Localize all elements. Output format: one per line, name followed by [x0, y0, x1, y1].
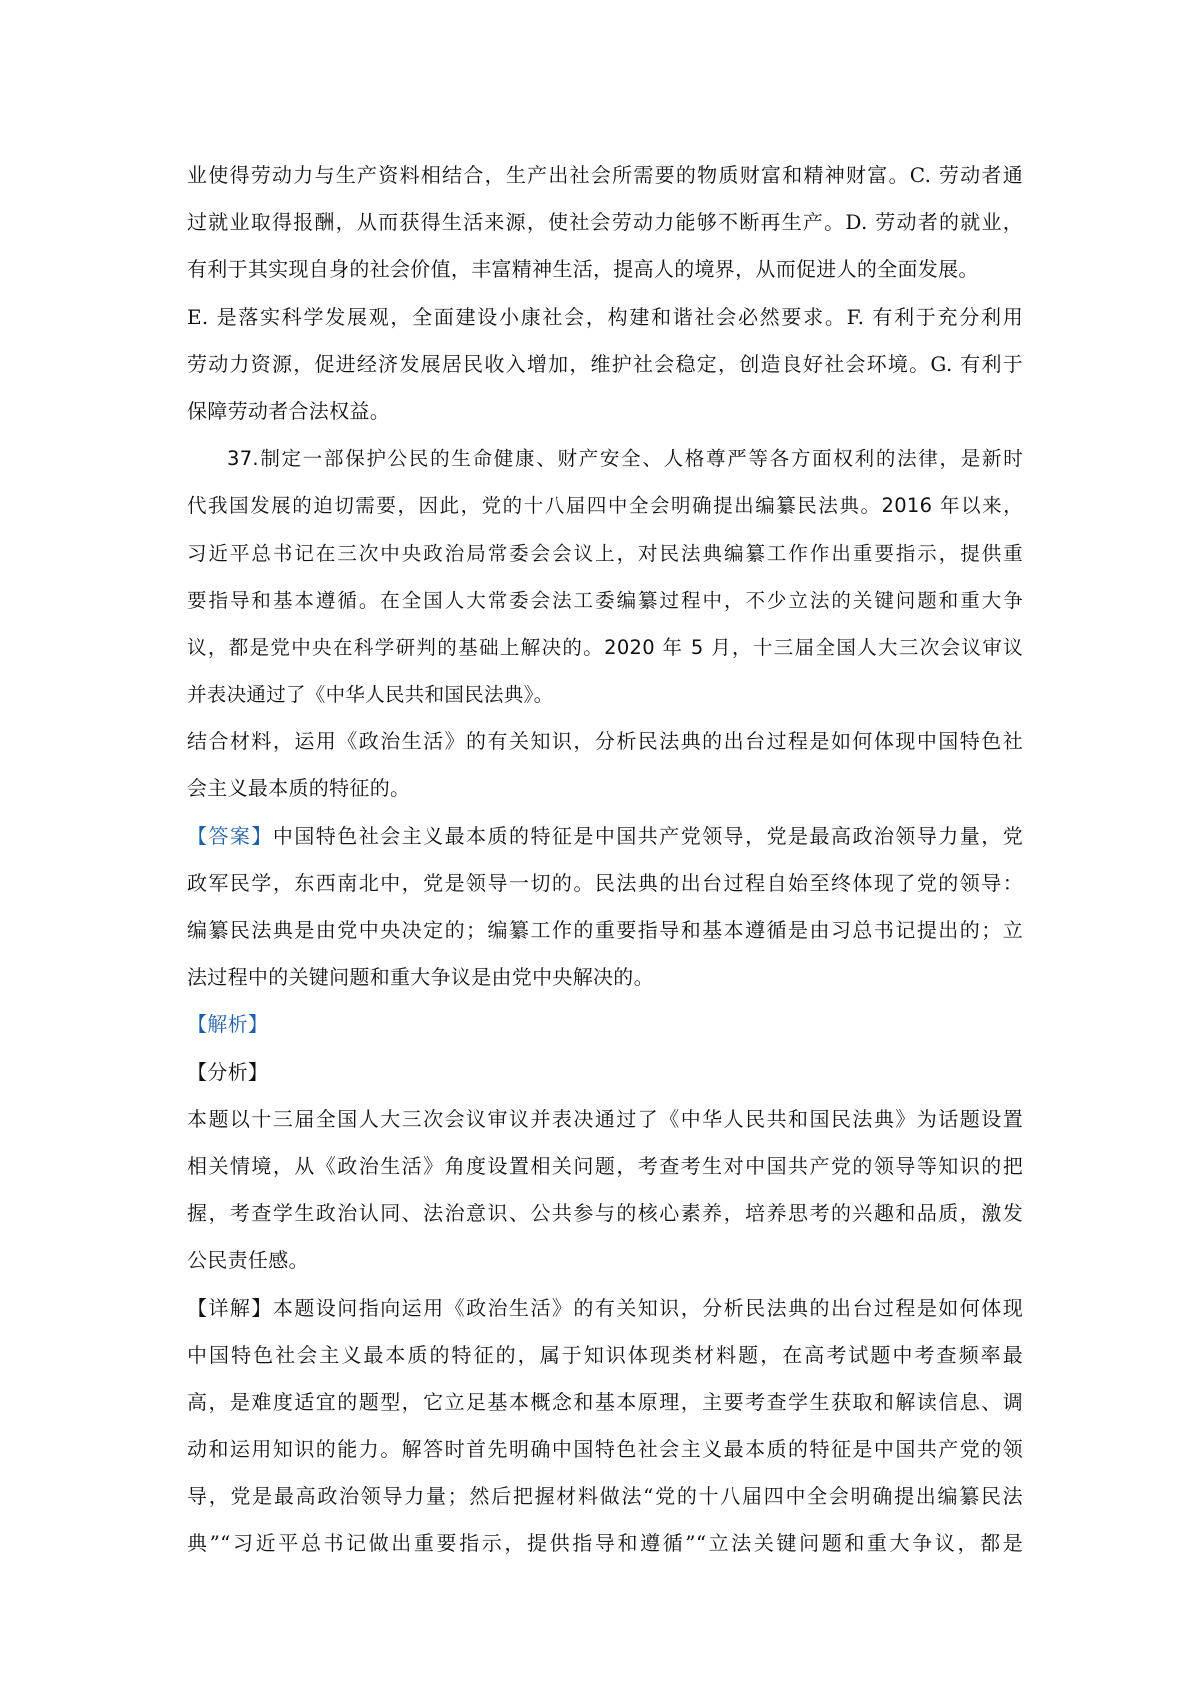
analysis-heading: [187, 1001, 1023, 1048]
text-line: 有利于其实现自身的社会价值，丰富精神生活，提高人的境界，从而促进人的全面发展。: [187, 257, 979, 282]
text-line: 典”“习近平总书记做出重要指示，提供指导和遵循”“立法关键问题和重大争议，都是: [187, 1531, 1023, 1556]
answer-section: [187, 813, 1023, 1002]
text-line: 握，考查学生政治认同、法治意识、公共参与的核心素养，培养思考的兴趣和品质，激发: [187, 1201, 1023, 1226]
fenxi-label: 【分析】: [187, 1059, 269, 1084]
question-37-material: [187, 435, 1023, 718]
detail-section: [187, 1285, 1023, 1568]
answer-label: 【答案】: [187, 823, 273, 848]
text-line: 要指导和基本遵循。在全国人大常委会法工委编纂过程中，不少立法的关键问题和重大争: [187, 588, 1023, 612]
question-37-prompt: [187, 718, 1023, 812]
analysis-label: 【解析】: [187, 1012, 269, 1037]
text-line: 相关情境，从《政治生活》角度设置相关问题，考查考生对中国共产党的领导等知识的把: [187, 1153, 1023, 1178]
text-line: [187, 1285, 1023, 1332]
text-line: 37.制定一部保护公民的生命健康、财产安全、人格尊严等各方面权利的法律，是新时: [227, 447, 1023, 471]
text-line: 高，是难度适宜的题型，它立足基本概念和基本原理，主要考查学生获取和解读信息、调: [187, 1389, 1023, 1414]
text-line: 业使得劳动力与生产资料相结合，生产出社会所需要的物质财富和精神财富。C. 劳动者通: [187, 163, 1023, 187]
text-line: 公民责任感。: [187, 1248, 309, 1273]
text-line: 中国特色社会主义最本质的特征的，属于知识体现类材料题，在高考试题中考查频率最: [187, 1342, 1023, 1367]
text-line: 过就业取得报酬，从而获得生活来源，使社会劳动力能够不断再生产。D. 劳动者的就业，: [187, 210, 1023, 235]
text-line: 会主义最本质的特征的。: [187, 776, 411, 801]
text-line: E. 是落实科学发展观，全面建设小康社会，构建和谐社会必然要求。F. 有利于充分利用: [187, 304, 1023, 329]
text-line: 习近平总书记在三次中央政治局常委会会议上，对民法典编纂工作作出重要指示，提供重: [187, 541, 1023, 565]
text-line: 法过程中的关键问题和重大争议是由党中央解决的。: [187, 965, 654, 990]
text-line: 动和运用知识的能力。解答时首先明确中国特色社会主义最本质的特征是中国共产党的领: [187, 1437, 1023, 1462]
text-line: 劳动力资源，促进经济发展居民收入增加，维护社会稳定，创造良好社会环境。G. 有利于: [187, 351, 1023, 376]
text-line: 导，党是最高政治领导力量；然后把握材料做法“党的十八届四中全会明确提出编纂民法: [187, 1484, 1023, 1509]
text-line: 代我国发展的迫切需要，因此，党的十八届四中全会明确提出编纂民法典。2016 年以来，: [187, 494, 1023, 518]
document-page: [187, 152, 1023, 1568]
text-line: 编纂民法典是由党中央决定的；编纂工作的重要指导和基本遵循是由习总书记提出的；立: [187, 918, 1023, 942]
text-line: 保障劳动者合法权益。: [187, 398, 390, 423]
text-line: 并表决通过了《中华人民共和国民法典》。: [187, 683, 554, 707]
fenxi-section: [187, 1049, 1023, 1285]
text-line: 政军民学，东西南北中，党是领导一切的。民法典的出台过程自始至终体现了党的领导：: [187, 870, 1023, 895]
detail-label: 【详解】: [187, 1295, 273, 1320]
answer-first-line: 中国特色社会主义最本质的特征是中国共产党领导，党是最高政治领导力量，党: [272, 823, 1023, 848]
detail-first-line: 本题设问指向运用《政治生活》的有关知识，分析民法典的出台过程是如何体现: [272, 1295, 1023, 1320]
text-line: 议，都是党中央在科学研判的基础上解决的。2020 年 5 月，十三届全国人大三次会议审议: [187, 635, 1023, 659]
fenxi-heading: [187, 1049, 1023, 1096]
text-line: [187, 813, 1023, 860]
text-line: 结合材料，运用《政治生活》的有关知识，分析民法典的出台过程是如何体现中国特色社: [187, 729, 1023, 754]
text-line: 本题以十三届全国人大三次会议审议并表决通过了《中华人民共和国民法典》为话题设置: [187, 1106, 1023, 1131]
previous-answer-continuation: [187, 152, 1023, 435]
